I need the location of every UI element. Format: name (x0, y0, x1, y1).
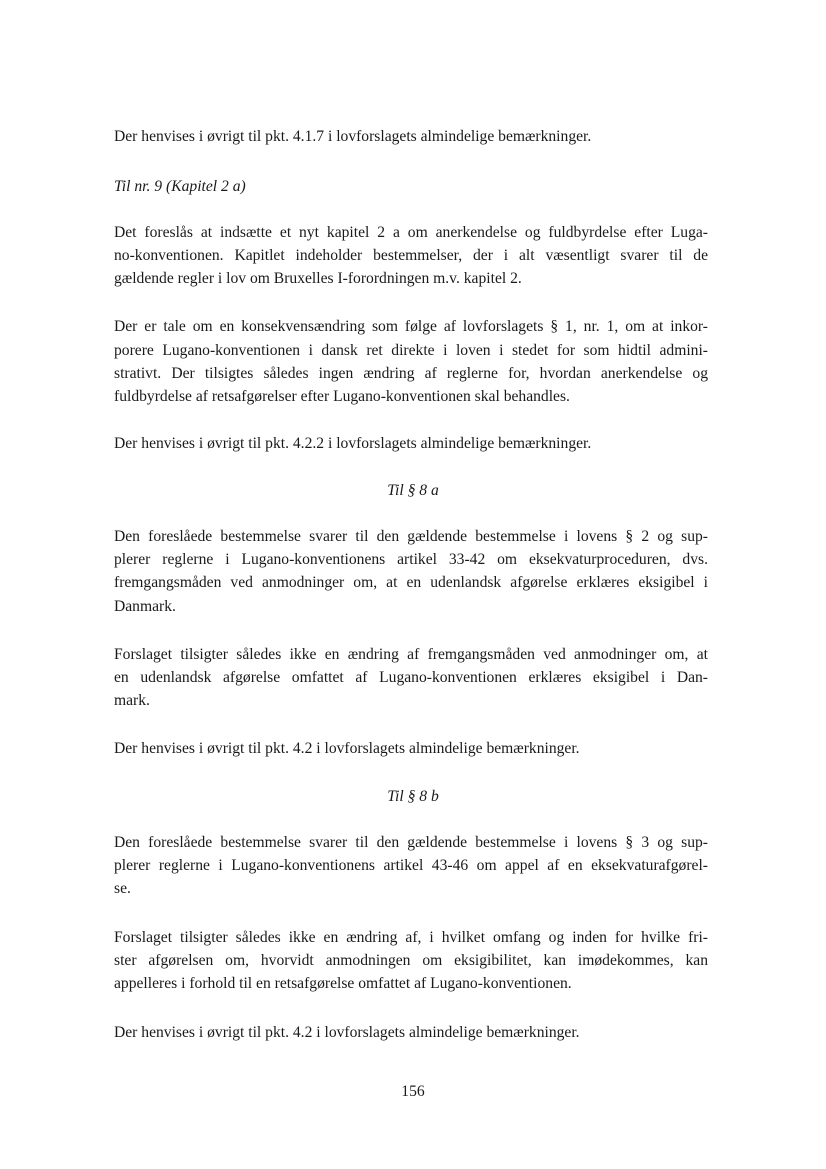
paragraph-line: Den foreslåede bestemmelse svarer til den gældende bestemmelse i lovens § 3 og sup- (114, 834, 708, 851)
reference-line: Der henvises i øvrigt til pkt. 4.2 i lovforslagets almindelige bemærkninger. (114, 1024, 580, 1041)
paragraph-line: fuldbyrdelse af retsafgørelser efter Lugano-konventionen skal behandles. (114, 388, 570, 405)
paragraph-line: Danmark. (114, 598, 176, 615)
paragraph-line: plerer reglerne i Lugano-konventionens artikel 43-46 om appel af en eksekvaturafgørel- (114, 857, 708, 874)
paragraph-line: gældende regler i lov om Bruxelles I-forordningen m.v. kapitel 2. (114, 270, 522, 287)
paragraph-line: Den foreslåede bestemmelse svarer til den gældende bestemmelse i lovens § 2 og sup- (114, 528, 708, 545)
paragraph-line: plerer reglerne i Lugano-konventionens artikel 33-42 om eksekvaturproceduren, dvs. (114, 551, 708, 568)
section-heading-8a: Til § 8 a (387, 482, 439, 499)
paragraph-line: Forslaget tilsigter således ikke en ændring af fremgangsmåden ved anmodninger om, at (114, 646, 708, 663)
page-number: 156 (401, 1083, 425, 1100)
paragraph-line: ster afgørelsen om, hvorvidt anmodningen om eksigibilitet, kan imødekommes, kan (114, 952, 708, 969)
paragraph-line: mark. (114, 692, 150, 709)
paragraph-line: en udenlandsk afgørelse omfattet af Lugano-konventionen erklæres eksigibel i Dan- (114, 669, 708, 686)
section-heading-8b: Til § 8 b (387, 788, 439, 805)
paragraph-line: Det foreslås at indsætte et nyt kapitel 2 a om anerkendelse og fuldbyrdelse efter Luga- (114, 224, 708, 241)
paragraph-line: fremgangsmåden ved anmodninger om, at en udenlandsk afgørelse erklæres eksigibel i (114, 574, 708, 591)
paragraph-line: no-konventionen. Kapitlet indeholder bestemmelser, der i alt væsentligt svarer til de (114, 247, 708, 264)
paragraph-line: Der er tale om en konsekvensændring som følge af lovforslagets § 1, nr. 1, om at inkor- (114, 318, 708, 335)
reference-line: Der henvises i øvrigt til pkt. 4.1.7 i lovforslagets almindelige bemærkninger. (114, 128, 592, 145)
paragraph-line: Forslaget tilsigter således ikke en ændring af, i hvilket omfang og inden for hvilke fri- (114, 929, 708, 946)
paragraph-line: porere Lugano-konventionen i dansk ret direkte i loven i stedet for som hidtil admini- (114, 342, 708, 359)
section-heading-nr-9: Til nr. 9 (Kapitel 2 a) (114, 178, 246, 195)
paragraph-line: appelleres i forhold til en retsafgørelse omfattet af Lugano-konventionen. (114, 975, 572, 992)
reference-line: Der henvises i øvrigt til pkt. 4.2 i lovforslagets almindelige bemærkninger. (114, 740, 580, 757)
paragraph-line: strativt. Der tilsigtes således ingen ændring af reglerne for, hvordan anerkendelse og (114, 365, 708, 382)
paragraph-line: se. (114, 880, 131, 897)
reference-line: Der henvises i øvrigt til pkt. 4.2.2 i lovforslagets almindelige bemærkninger. (114, 435, 592, 452)
